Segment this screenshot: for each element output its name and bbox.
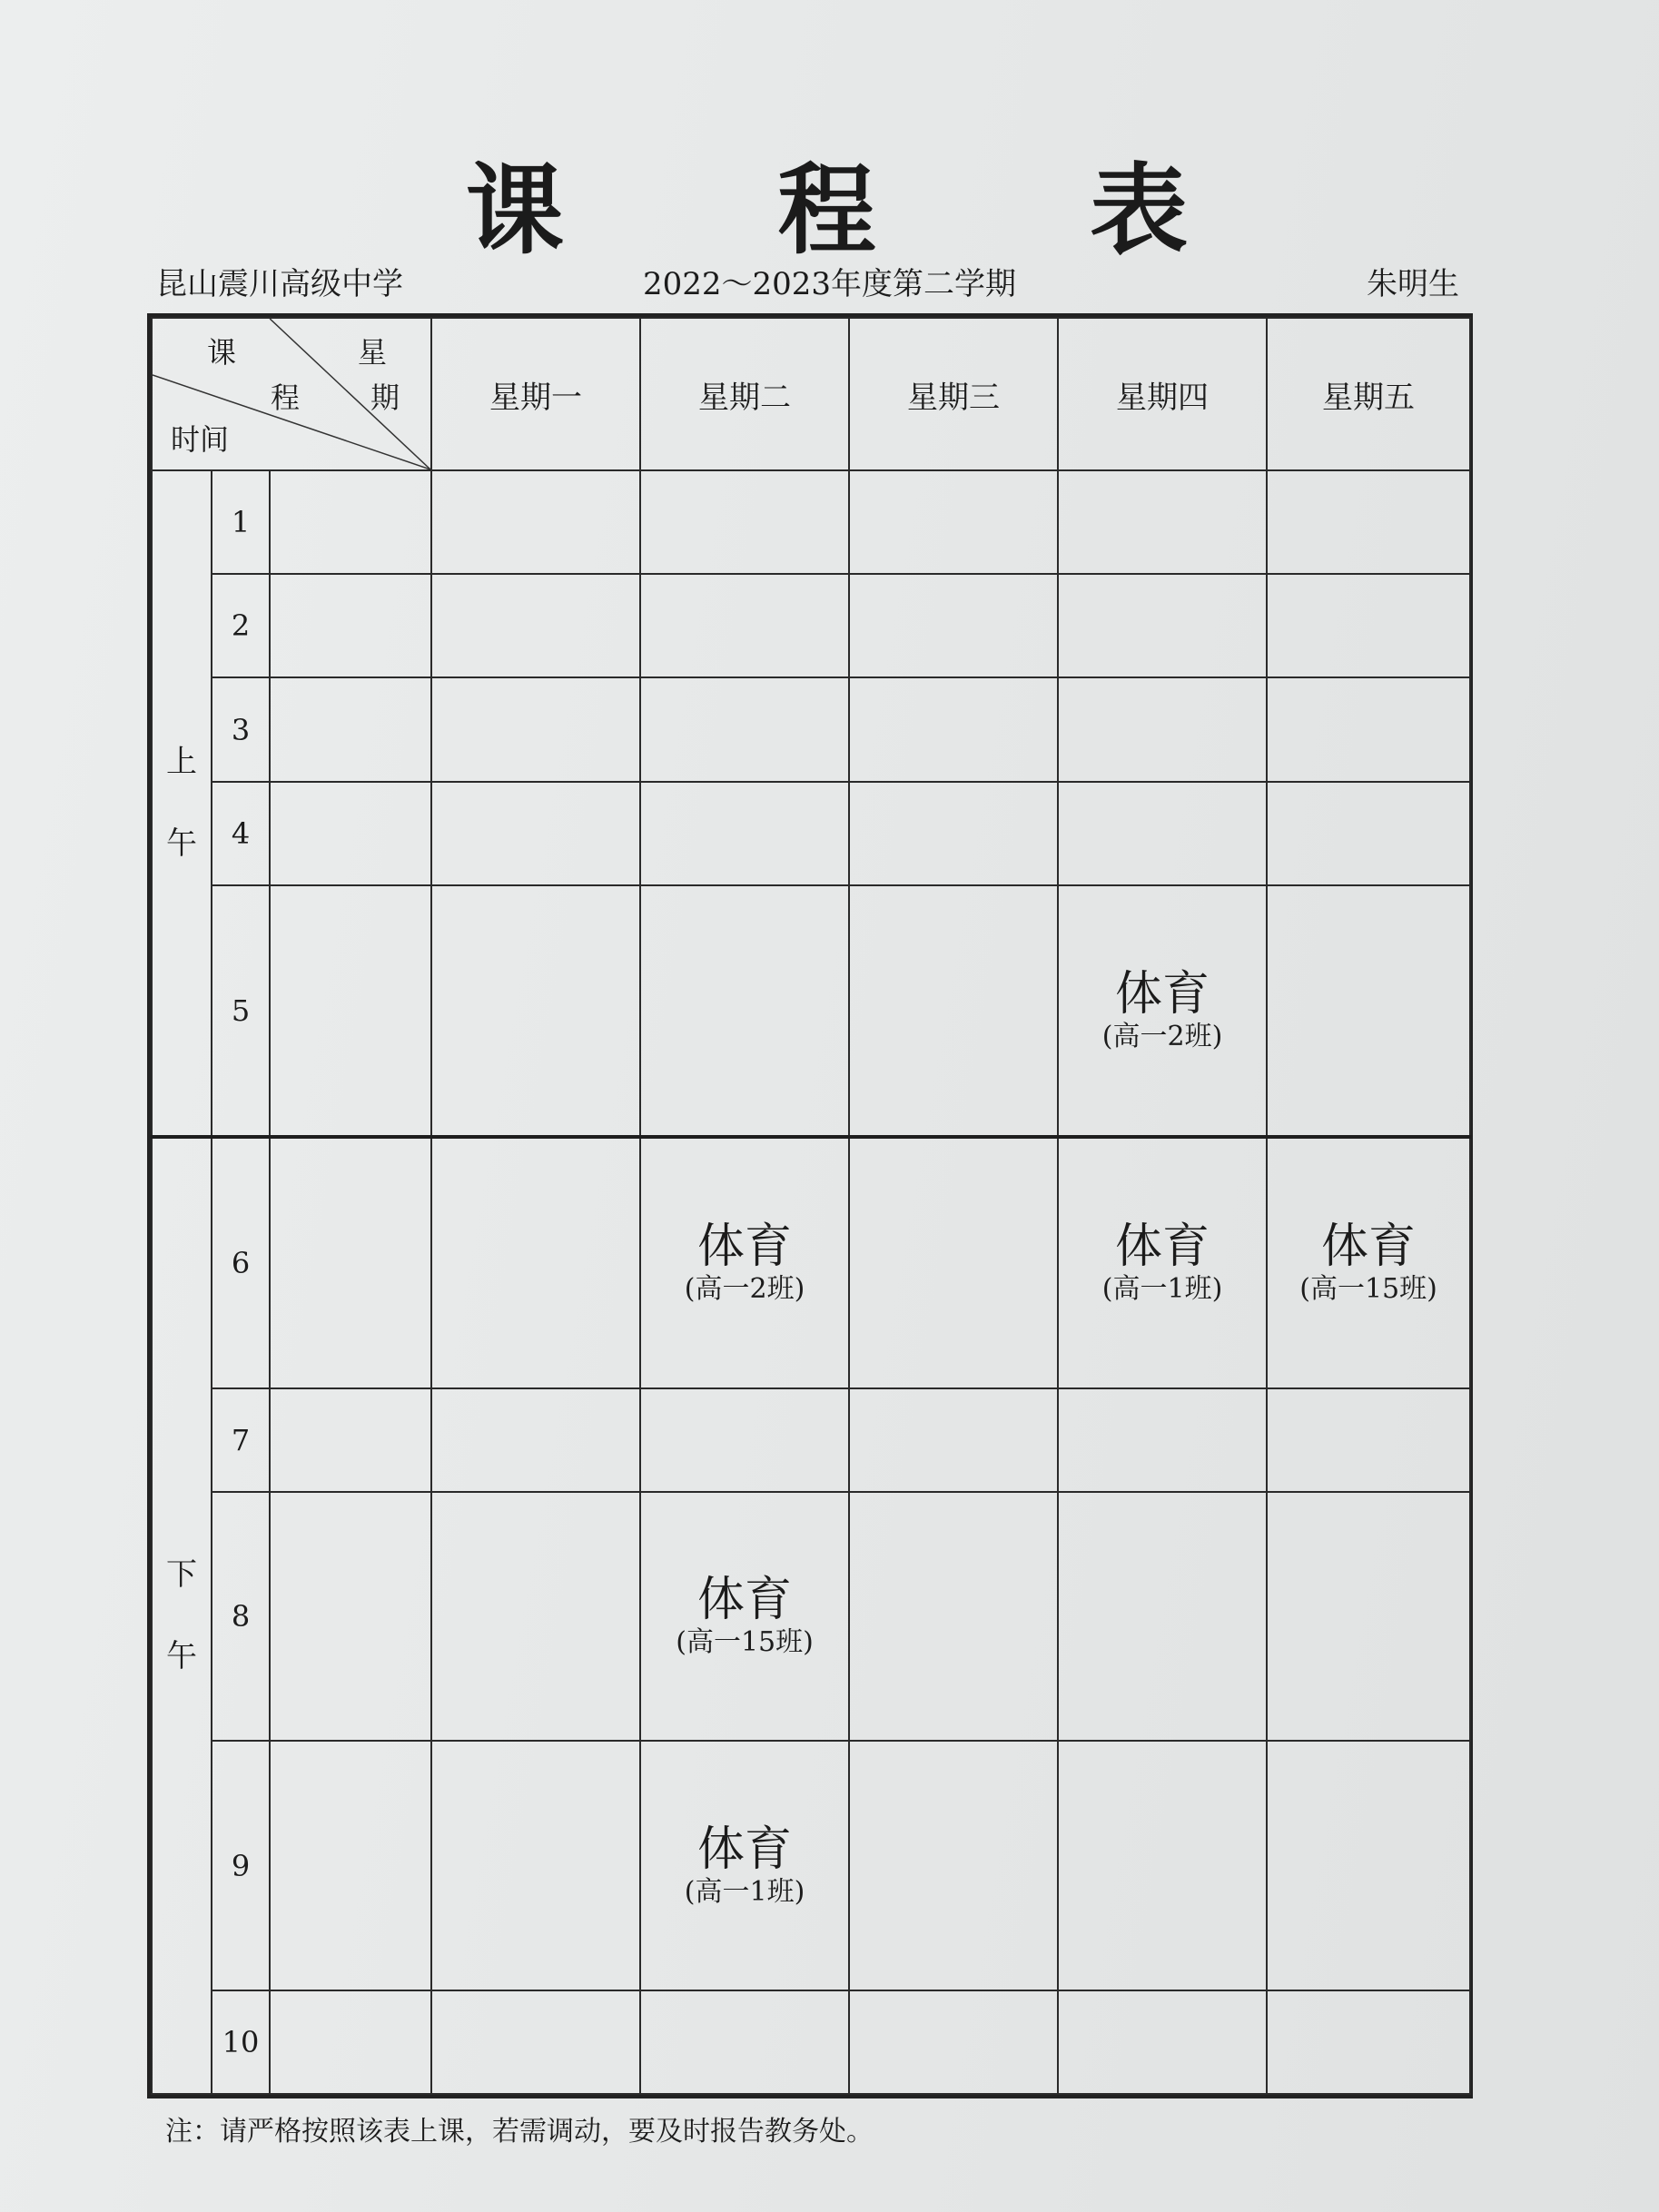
schedule-cell — [1058, 470, 1267, 574]
day-header-thu: 星期四 — [1058, 318, 1267, 470]
course-name: 体育 — [1115, 966, 1210, 1022]
corner-label-time: 时间 — [171, 422, 230, 457]
course-class: (高一2班) — [684, 1273, 805, 1305]
schedule-cell — [1267, 782, 1470, 885]
period-number: 1 — [212, 470, 270, 574]
schedule-cell — [640, 574, 849, 677]
course-class: (高一15班) — [1299, 1273, 1437, 1305]
period-number: 10 — [212, 1990, 270, 2094]
schedule-cell — [640, 885, 849, 1137]
blank-cell — [270, 1137, 431, 1388]
schedule-cell — [1058, 782, 1267, 885]
course-name: 体育 — [697, 1822, 793, 1877]
corner-label-qi: 期 — [370, 380, 400, 415]
schedule-cell — [1058, 1388, 1267, 1492]
schedule-cell — [1267, 470, 1470, 574]
period-row — [152, 470, 1470, 574]
schedule-cell — [431, 470, 640, 574]
period-row — [152, 1388, 1470, 1492]
course-class: (高一1班) — [684, 1875, 805, 1908]
schedule-cell — [1267, 574, 1470, 677]
page-title — [0, 132, 1659, 272]
schedule-cell — [431, 782, 640, 885]
corner-cell — [152, 318, 431, 470]
period-row — [152, 1137, 1470, 1388]
blank-cell — [270, 782, 431, 885]
school-name: 昆山震川高级中学 — [156, 266, 403, 302]
day-header-wed: 星期三 — [849, 318, 1058, 470]
schedule-cell — [431, 677, 640, 781]
schedule-cell — [849, 1990, 1058, 2094]
corner-label-cheng: 程 — [271, 380, 301, 415]
day-header-mon: 星期一 — [431, 318, 640, 470]
session-char: 午 — [166, 825, 197, 863]
schedule-table — [151, 317, 1471, 2095]
course-name: 体育 — [697, 1573, 793, 1628]
schedule-cell — [431, 1137, 640, 1388]
schedule-cell — [849, 1137, 1058, 1388]
schedule-cell — [1267, 677, 1470, 781]
schedule-cell — [1267, 885, 1470, 1137]
period-number: 9 — [212, 1741, 270, 1990]
schedule-cell-class — [640, 1137, 849, 1388]
schedule-cell-class — [1058, 885, 1267, 1137]
period-number: 6 — [212, 1137, 270, 1388]
corner-label-ke: 课 — [207, 335, 237, 370]
blank-cell — [270, 677, 431, 781]
footer-note: 注：请严格按照该表上课，若需调动，要及时报告教务处。 — [165, 2116, 874, 2148]
period-number: 4 — [212, 782, 270, 885]
period-number: 3 — [212, 677, 270, 781]
schedule-cell — [1058, 1492, 1267, 1741]
period-row — [152, 574, 1470, 677]
blank-cell — [270, 1388, 431, 1492]
period-number: 5 — [212, 885, 270, 1137]
course-name: 体育 — [1321, 1220, 1417, 1274]
period-row — [152, 782, 1470, 885]
period-number: 2 — [212, 574, 270, 677]
period-row — [152, 677, 1470, 781]
schedule-cell-class — [1267, 1137, 1470, 1388]
blank-cell — [270, 574, 431, 677]
schedule-cell — [849, 470, 1058, 574]
course-name: 体育 — [697, 1220, 793, 1274]
schedule-cell — [849, 885, 1058, 1137]
session-char: 上 — [166, 744, 197, 781]
schedule-cell-class — [1058, 1137, 1267, 1388]
session-char: 午 — [166, 1638, 197, 1675]
schedule-cell — [431, 1990, 640, 2094]
course-class: (高一15班) — [676, 1626, 814, 1659]
schedule-cell — [849, 1388, 1058, 1492]
period-row — [152, 1492, 1470, 1741]
schedule-cell — [1267, 1990, 1470, 2094]
schedule-cell — [640, 470, 849, 574]
schedule-table-frame — [147, 313, 1473, 2098]
schedule-cell — [1267, 1388, 1470, 1492]
course-class: (高一1班) — [1101, 1273, 1223, 1305]
schedule-cell — [849, 677, 1058, 781]
schedule-cell — [640, 1388, 849, 1492]
session-char: 下 — [166, 1556, 197, 1594]
schedule-cell — [1058, 1990, 1267, 2094]
blank-cell — [270, 1741, 431, 1990]
teacher-name: 朱明生 — [1367, 266, 1459, 302]
corner-label-xing: 星 — [358, 335, 388, 370]
schedule-cell — [431, 1388, 640, 1492]
schedule-cell — [431, 1492, 640, 1741]
schedule-cell — [849, 782, 1058, 885]
blank-cell — [270, 885, 431, 1137]
schedule-cell — [640, 1990, 849, 2094]
schedule-cell-class — [640, 1741, 849, 1990]
schedule-cell — [1267, 1492, 1470, 1741]
day-header-tue: 星期二 — [640, 318, 849, 470]
schedule-cell — [1058, 1741, 1267, 1990]
period-number: 8 — [212, 1492, 270, 1741]
day-header-fri: 星期五 — [1267, 318, 1470, 470]
period-row — [152, 885, 1470, 1137]
course-class: (高一2班) — [1101, 1020, 1223, 1052]
header-row — [152, 318, 1470, 470]
schedule-cell — [640, 677, 849, 781]
session-afternoon — [152, 1137, 212, 2094]
schedule-cell — [1267, 1741, 1470, 1990]
course-name: 体育 — [1115, 1220, 1210, 1274]
schedule-cell — [431, 574, 640, 677]
schedule-cell — [1058, 677, 1267, 781]
schedule-cell — [849, 1741, 1058, 1990]
title-char-1: 课 — [465, 154, 569, 268]
schedule-cell — [640, 782, 849, 885]
schedule-cell — [1058, 574, 1267, 677]
period-row — [152, 1741, 1470, 1990]
blank-cell — [270, 470, 431, 574]
blank-cell — [270, 1990, 431, 2094]
schedule-cell — [849, 1492, 1058, 1741]
period-row — [152, 1990, 1470, 2094]
blank-cell — [270, 1492, 431, 1741]
title-char-3: 表 — [1090, 154, 1194, 268]
schedule-cell — [431, 885, 640, 1137]
term-label: 2022～2023年度第二学期 — [643, 266, 1017, 302]
schedule-cell — [849, 574, 1058, 677]
session-morning — [152, 470, 212, 1137]
schedule-cell-class — [640, 1492, 849, 1741]
schedule-cell — [431, 1741, 640, 1990]
title-char-2: 程 — [777, 154, 882, 268]
period-number: 7 — [212, 1388, 270, 1492]
